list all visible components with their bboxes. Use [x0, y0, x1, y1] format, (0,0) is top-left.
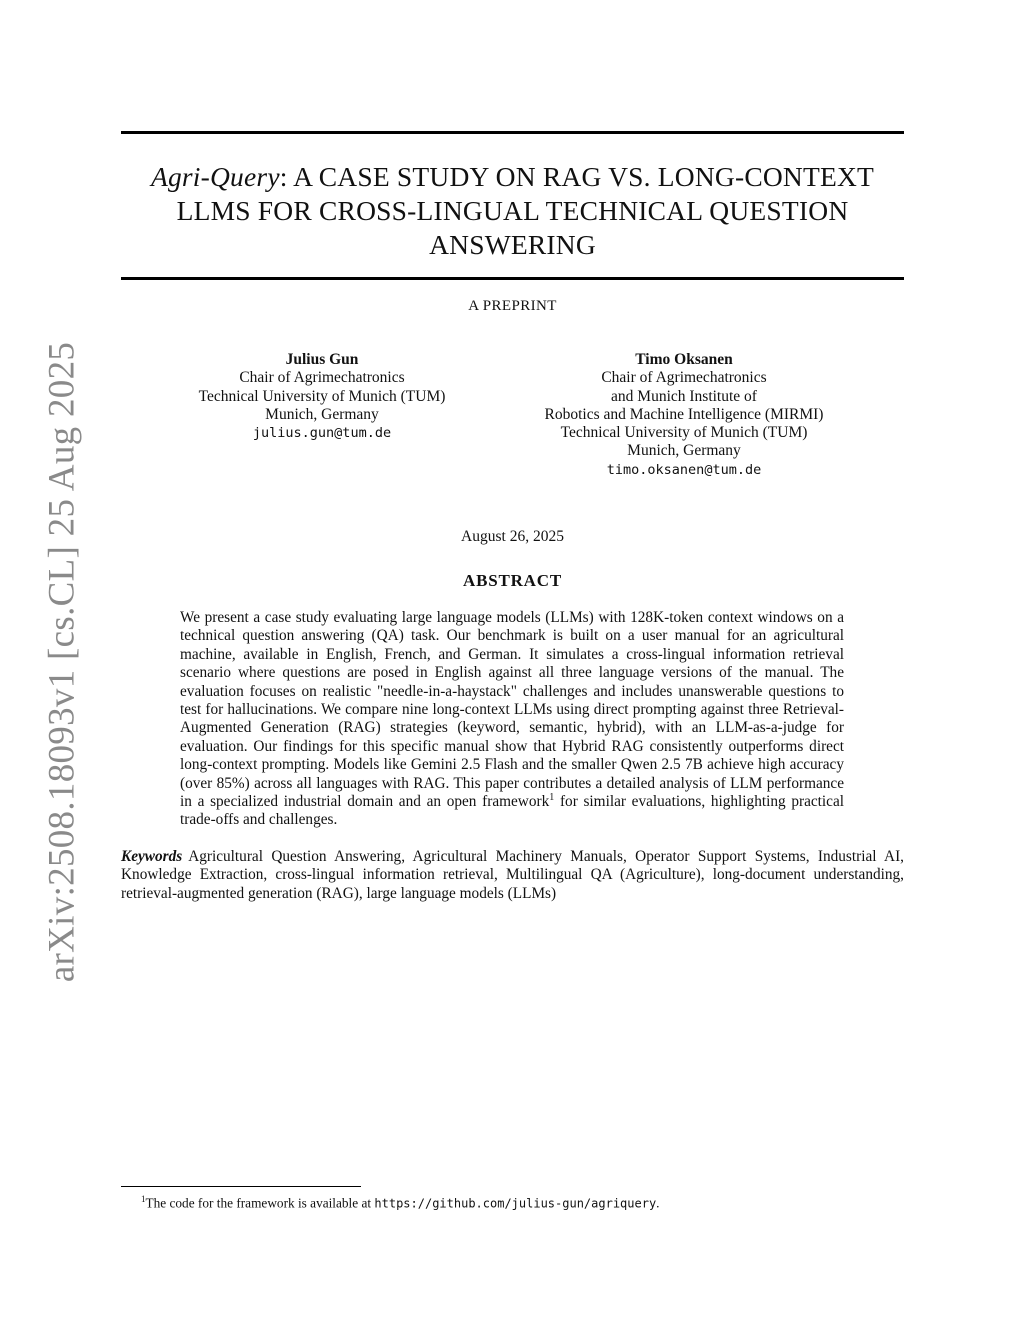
abstract-text-end: for similar evaluations, highlighting practical trade-offs and challenges.: [180, 793, 844, 829]
author-affiliation-line: Munich, Germany: [265, 405, 379, 423]
author-email[interactable]: timo.oksanen@tum.de: [606, 461, 762, 478]
title-top-rule: [121, 131, 904, 134]
abstract-heading: ABSTRACT: [463, 571, 562, 590]
author-affiliation-line: Chair of Agrimechatronics: [239, 369, 405, 387]
keywords-block: [121, 848, 904, 903]
footnote: [141, 1191, 901, 1211]
author-name: Timo Oksanen: [635, 351, 733, 368]
paper-title: [121, 160, 904, 262]
footnote-rule: [121, 1186, 361, 1187]
footnote-number: 1: [141, 1194, 146, 1204]
preprint-label: A PREPRINT: [468, 298, 557, 314]
author-email[interactable]: julius.gun@tum.de: [252, 425, 392, 442]
author-affiliation-line: Chair of Agrimechatronics: [601, 369, 767, 387]
footnote-end: .: [656, 1195, 660, 1211]
author-affiliation-line: Munich, Germany: [627, 442, 741, 460]
footnote-link[interactable]: https://github.com/julius-gun/agriquery: [374, 1196, 657, 1211]
publication-date: August 26, 2025: [461, 528, 564, 545]
footnote-text: The code for the framework is available at: [145, 1195, 375, 1211]
author-name: Julius Gun: [285, 351, 359, 368]
author-affiliation-line: Technical University of Munich (TUM): [560, 424, 808, 442]
abstract-text: We present a case study evaluating large language models (LLMs) with 128K-token context windows on a technical question answering (QA) task. Our benchmark is built on a user manual for an agricultural machine, available in English, French, and German. It simulates a cross-lingual information retrieval scenario where questions are posed in English against all three language versions of the manual. The evaluation focuses on realistic "needle-in-a-haystack" challenges and includes unanswerable questions to test for hallucinations. We compare nine long-context LLMs using direct prompting against three Retrieval-Augmented Generation (RAG) strategies (keyword, semantic, hybrid), with an LLM-as-a-judge for evaluation. Our findings for this specific manual show that Hybrid RAG consistently outperforms direct long-context prompting. Models like Gemini 2.5 Flash and the smaller Qwen 2.5 7B achieve high accuracy (over 85%) across all languages with RAG. This paper contributes a detailed analysis of LLM performance in a specialized industrial domain and an open framework: [180, 609, 844, 811]
keywords-text: Agricultural Question Answering, Agricultural Machinery Manuals, Operator Support Systems, Industrial AI, Knowledge Extraction, cross-lingual information retrieval, Multilingual QA (Agriculture), long-document understanding, retrieval-augmented generation (RAG), large language models (LLMs): [121, 848, 904, 902]
footnote-marker[interactable]: 1: [549, 791, 555, 803]
title-main-part: : A CASE STUDY ON RAG VS. LONG-CONTEXT LLMS FOR CROSS-LINGUAL TECHNICAL QUESTION ANSWERING: [176, 161, 875, 260]
keywords-label: Keywords: [121, 848, 183, 865]
author-affiliation-line: Technical University of Munich (TUM): [198, 387, 446, 405]
arxiv-identifier-stamp: arXiv:2508.18093v1 [cs.CL] 25 Aug 2025: [41, 341, 83, 983]
author-block-1: [172, 351, 472, 442]
author-affiliation-line: and Munich Institute of: [611, 387, 757, 405]
title-italic-part: Agri-Query: [150, 161, 280, 192]
abstract-body: [180, 609, 844, 830]
title-bottom-rule: [121, 277, 904, 280]
author-affiliation-line: Robotics and Machine Intelligence (MIRMI): [544, 405, 824, 423]
author-block-2: [514, 351, 854, 479]
